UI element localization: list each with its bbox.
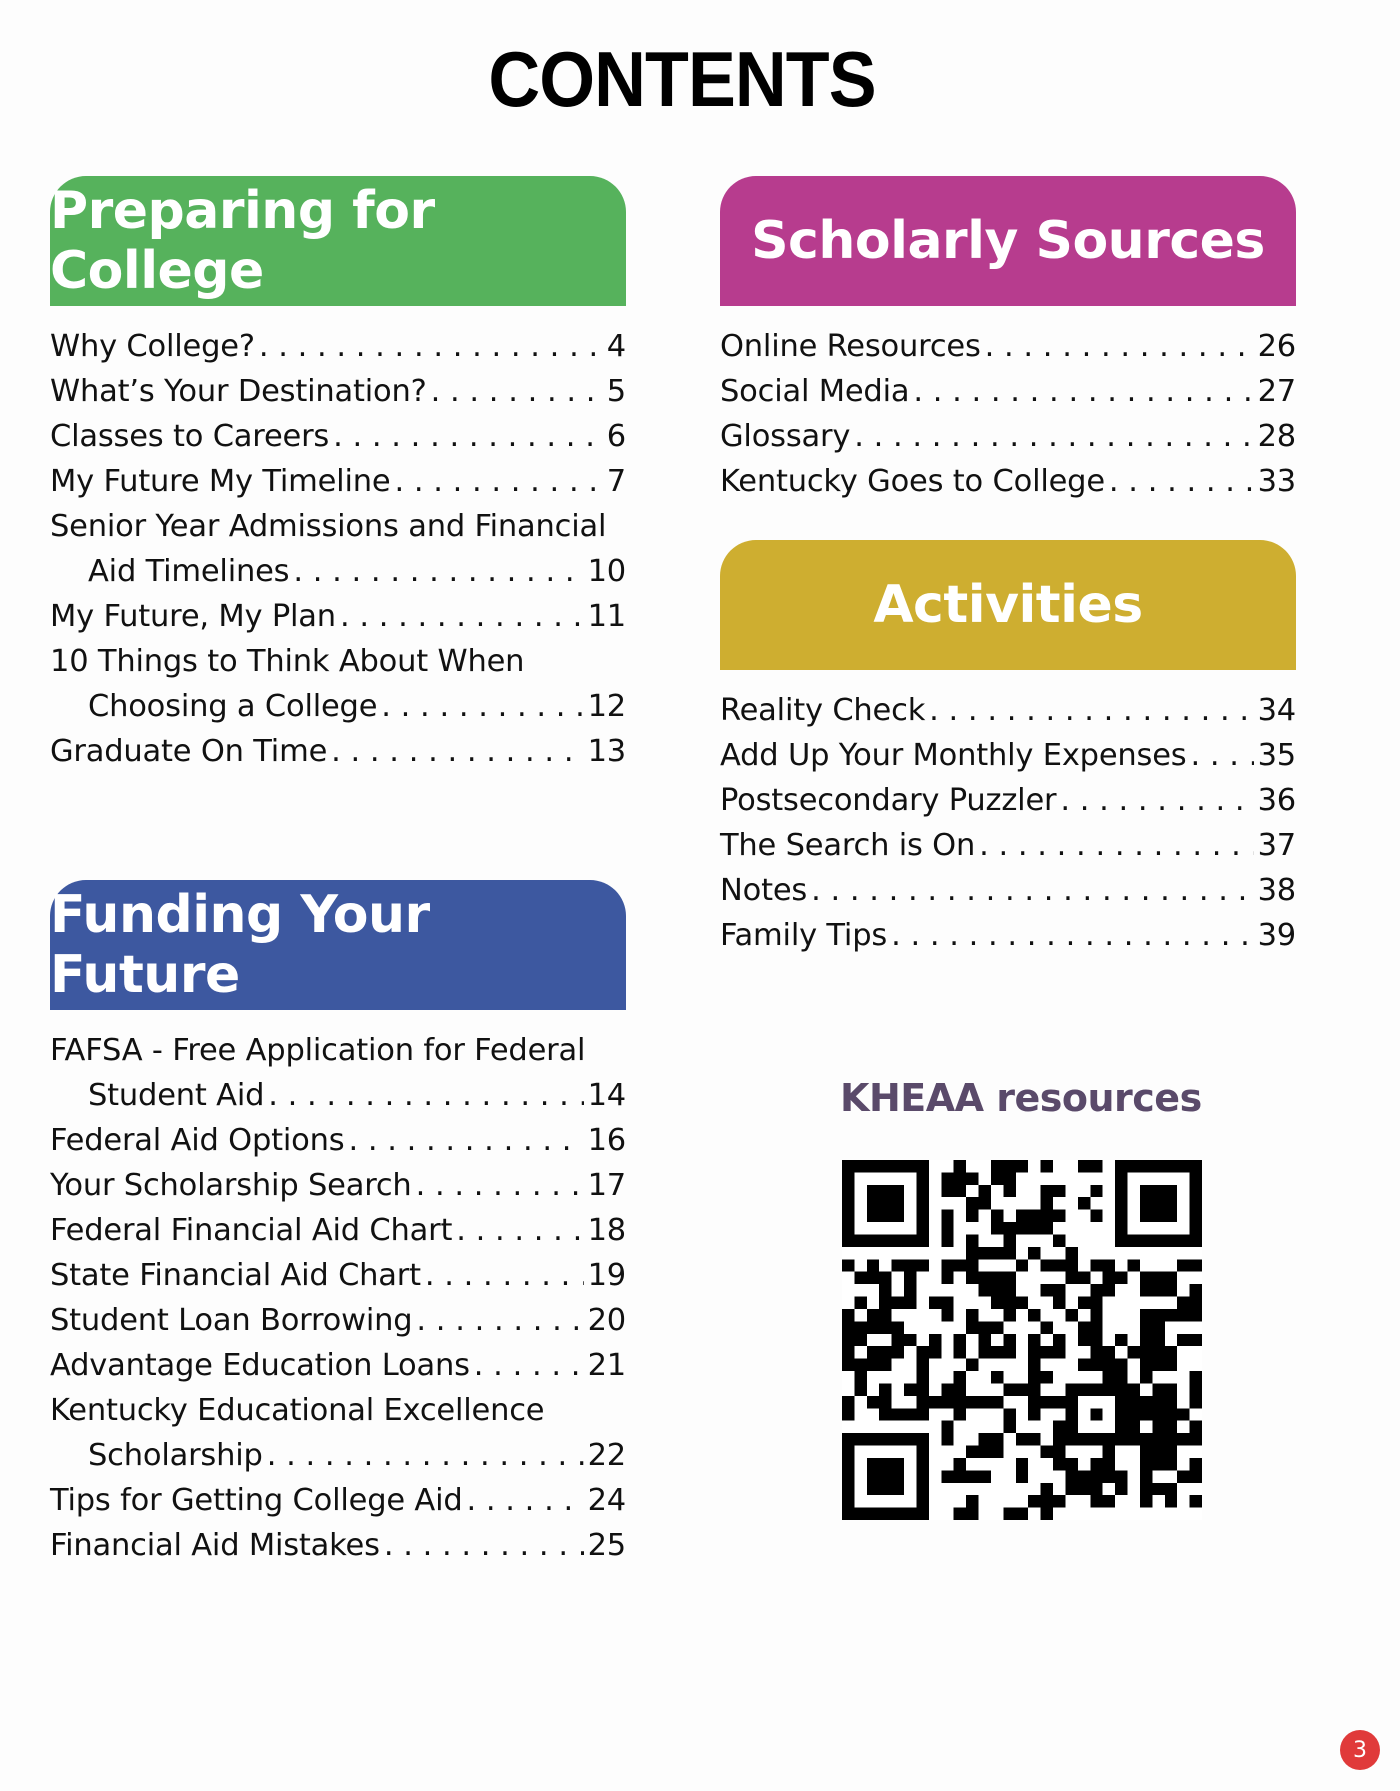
toc-entry[interactable] [50, 1388, 626, 1478]
toc-entry-page: 34 [1257, 693, 1296, 728]
dot-leader [979, 823, 1253, 868]
dot-leader [854, 414, 1253, 459]
toc-entry[interactable] [50, 1253, 626, 1298]
toc-entry-title-continued: Aid Timelines [88, 554, 290, 589]
dot-leader [474, 1343, 584, 1388]
section-funding-your-future [50, 880, 626, 1568]
toc-entry[interactable] [720, 733, 1296, 778]
toc-entry-title: Kentucky Educational Excellence [50, 1393, 545, 1428]
toc-entry-title: The Search is On [720, 828, 976, 863]
section-title: Activities [873, 575, 1143, 635]
toc-entry-page: 25 [587, 1528, 626, 1563]
toc-entry-page: 16 [587, 1123, 626, 1158]
toc-entry-page: 21 [587, 1348, 626, 1383]
toc-entry[interactable] [50, 1523, 626, 1568]
dot-leader [348, 1118, 583, 1163]
toc-entry-page: 5 [606, 374, 626, 409]
dot-leader [384, 1523, 584, 1568]
toc-entry-title: Postsecondary Puzzler [720, 783, 1057, 818]
section-header [50, 176, 626, 306]
toc-entry-page: 26 [1257, 329, 1296, 364]
dot-leader [1109, 459, 1254, 504]
dot-leader [985, 324, 1254, 369]
toc-entry-title: My Future My Timeline [50, 464, 391, 499]
page-title: CONTENTS [488, 35, 876, 123]
dot-leader [259, 324, 603, 369]
toc-entry-page: 4 [606, 329, 626, 364]
section-header [720, 176, 1296, 306]
page-number-badge: 3 [1340, 1730, 1380, 1770]
toc-entry-page: 12 [587, 689, 626, 724]
toc-entry-title: Why College? [50, 329, 255, 364]
dot-leader [891, 913, 1254, 958]
toc-entry-title: Family Tips [720, 918, 888, 953]
toc-entry-page: 37 [1257, 828, 1296, 863]
dot-leader [1060, 778, 1253, 823]
toc-entry-title: Kentucky Goes to College [720, 464, 1105, 499]
toc-entry-page: 35 [1257, 738, 1296, 773]
toc-entry-page: 36 [1257, 783, 1296, 818]
dot-leader [333, 414, 603, 459]
toc-entry-title: Glossary [720, 419, 851, 454]
toc-entry-page: 19 [587, 1258, 626, 1293]
toc-entry[interactable] [720, 369, 1296, 414]
toc-entry-title: State Financial Aid Chart [50, 1258, 421, 1293]
toc-entry-title: Advantage Education Loans [50, 1348, 470, 1383]
toc-entry-title: Graduate On Time [50, 734, 328, 769]
dot-leader [425, 1253, 584, 1298]
toc-entry[interactable] [50, 414, 626, 459]
dot-leader [416, 1163, 584, 1208]
toc-entry[interactable] [50, 594, 626, 639]
section-title: Funding Your Future [50, 885, 430, 1005]
toc-entry-title: Senior Year Admissions and Financial [50, 509, 607, 544]
toc-entry-page: 27 [1257, 374, 1296, 409]
toc-entry-page: 39 [1257, 918, 1296, 953]
toc-entry-title: Federal Financial Aid Chart [50, 1213, 453, 1248]
toc-entry-page: 38 [1257, 873, 1296, 908]
toc-entry-title: My Future, My Plan [50, 599, 336, 634]
dot-leader [913, 369, 1253, 414]
dot-leader [431, 369, 603, 414]
dot-leader [293, 549, 583, 594]
dot-leader [416, 1298, 583, 1343]
dot-leader [381, 684, 583, 729]
toc-entry-page: 17 [587, 1168, 626, 1203]
toc-entry-page: 28 [1257, 419, 1296, 454]
toc-entry[interactable] [50, 1343, 626, 1388]
toc-entry[interactable] [50, 369, 626, 414]
toc-entry[interactable] [720, 414, 1296, 459]
qr-code-graphic [842, 1160, 1202, 1520]
dot-leader [331, 729, 583, 774]
toc-entry[interactable] [50, 1028, 626, 1118]
toc-entry-page: 18 [587, 1213, 626, 1248]
toc-entry-page: 11 [587, 599, 626, 634]
toc-list [720, 324, 1296, 504]
toc-entry-page: 13 [587, 734, 626, 769]
toc-entry[interactable] [720, 868, 1296, 913]
toc-entry-title: Financial Aid Mistakes [50, 1528, 380, 1563]
toc-entry-page: 33 [1257, 464, 1296, 499]
toc-entry-title: 10 Things to Think About When [50, 644, 525, 679]
toc-entry[interactable] [720, 778, 1296, 823]
dot-leader [267, 1433, 584, 1478]
section-title: Scholarly Sources [751, 211, 1265, 271]
toc-entry[interactable] [50, 1478, 626, 1523]
dot-leader [811, 868, 1253, 913]
toc-entry-page: 22 [587, 1438, 626, 1473]
toc-entry-page: 20 [587, 1303, 626, 1338]
toc-entry[interactable] [720, 324, 1296, 369]
toc-entry[interactable] [50, 639, 626, 729]
toc-entry-title: Your Scholarship Search [50, 1168, 412, 1203]
dot-leader [1190, 733, 1253, 778]
toc-entry-title-continued: Scholarship [88, 1438, 263, 1473]
toc-entry[interactable] [50, 1208, 626, 1253]
toc-entry-title: Online Resources [720, 329, 981, 364]
toc-entry-page: 6 [606, 419, 626, 454]
toc-entry[interactable] [50, 1118, 626, 1163]
section-header [50, 880, 626, 1010]
toc-entry-title: FAFSA - Free Application for Federal [50, 1033, 586, 1068]
toc-entry[interactable] [50, 504, 626, 594]
toc-entry-title: Notes [720, 873, 808, 908]
toc-entry[interactable] [50, 459, 626, 504]
toc-entry[interactable] [50, 324, 626, 369]
section-preparing-for-college [50, 176, 626, 774]
toc-entry-page: 10 [587, 554, 626, 589]
dot-leader [340, 594, 584, 639]
toc-entry-page: 24 [587, 1483, 626, 1518]
dot-leader [467, 1478, 584, 1523]
toc-entry-title: Classes to Careers [50, 419, 330, 454]
toc-entry-title: Student Loan Borrowing [50, 1303, 413, 1338]
section-scholarly-sources [720, 176, 1296, 504]
toc-entry[interactable] [50, 1163, 626, 1208]
toc-list [50, 324, 626, 774]
section-title: Preparing for College [50, 181, 435, 301]
toc-entry-title: Tips for Getting College Aid [50, 1483, 463, 1518]
section-activities [720, 540, 1296, 958]
toc-entry[interactable] [50, 1298, 626, 1343]
toc-entry-page: 14 [587, 1078, 626, 1113]
dot-leader [394, 459, 602, 504]
toc-list [720, 688, 1296, 958]
toc-entry-title: What’s Your Destination? [50, 374, 427, 409]
toc-entry-title-continued: Student Aid [88, 1078, 265, 1113]
toc-entry[interactable] [720, 688, 1296, 733]
dot-leader [456, 1208, 583, 1253]
dot-leader [268, 1073, 583, 1118]
resources-label: KHEAA resources [840, 1076, 1202, 1120]
toc-entry-page: 7 [606, 464, 626, 499]
toc-entry-title: Social Media [720, 374, 910, 409]
toc-entry-title-continued: Choosing a College [88, 689, 378, 724]
toc-entry-title: Reality Check [720, 693, 926, 728]
toc-entry[interactable] [720, 823, 1296, 868]
toc-list [50, 1028, 626, 1568]
toc-entry[interactable] [50, 729, 626, 774]
section-header [720, 540, 1296, 670]
toc-entry-title: Add Up Your Monthly Expenses [720, 738, 1187, 773]
dot-leader [929, 688, 1253, 733]
toc-entry-title: Federal Aid Options [50, 1123, 345, 1158]
qr-code-icon[interactable] [842, 1160, 1202, 1520]
toc-entry[interactable] [720, 913, 1296, 958]
toc-entry[interactable] [720, 459, 1296, 504]
